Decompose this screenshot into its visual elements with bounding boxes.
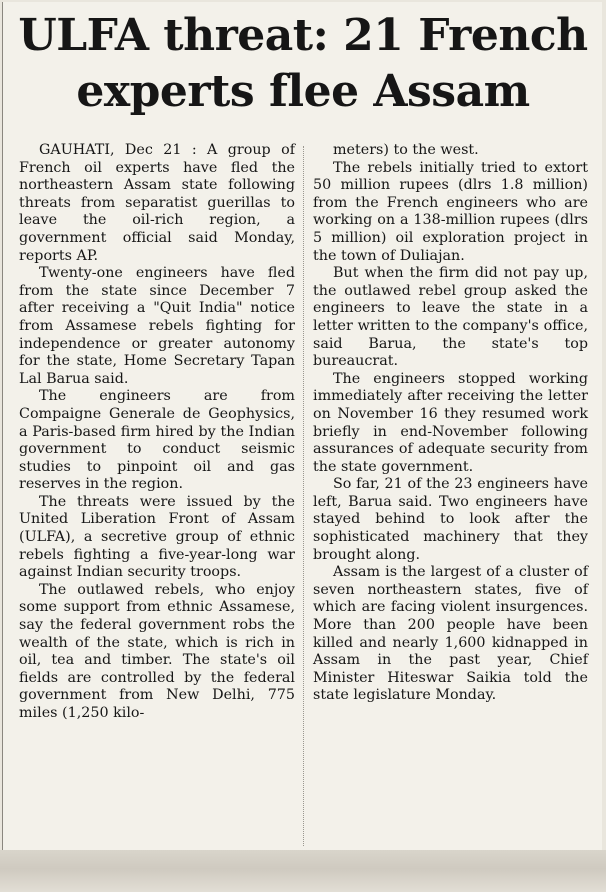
headline-line-1: ULFA threat: 21 French <box>18 10 588 61</box>
headline <box>3 8 603 120</box>
paragraph: The threats were issued by the United Liberation Front of Assam (ULFA), a secretive group of ethnic rebels fighting a five-year-long war against Indian security troops. <box>19 493 295 581</box>
article-column-right <box>313 142 588 848</box>
paragraph: Twenty-one engineers have fled from the state since December 7 after receiving a "Quit India" notice from Assamese rebels fighting for independence or greater autonomy for the state, Home Secretary Tapan Lal Barua said. <box>19 265 295 387</box>
article-column-left <box>19 142 295 848</box>
column-divider <box>303 146 304 846</box>
newspaper-clipping <box>2 2 602 850</box>
headline-line-2: experts flee Assam <box>76 66 530 117</box>
paragraph: So far, 21 of the 23 engineers have left, Barua said. Two engineers have stayed behind to look after the sophisticated machinery that they brought along. <box>313 476 588 563</box>
paragraph: GAUHATI, Dec 21 : A group of French oil experts have fled the northeastern Assam state following threats from separatist guerillas to leave the oil-rich region, a government official said Monday, reports AP. <box>19 142 295 264</box>
paragraph: The outlawed rebels, who enjoy some support from ethnic Assamese, say the federal government robs the wealth of the state, which is rich in oil, tea and timber. The state's oil fields are controlled by the federal government from New Delhi, 775 miles (1,250 kilo- <box>19 581 295 721</box>
paragraph: But when the firm did not pay up, the outlawed rebel group asked the engineers to leave the state in a letter written to the company's office, said Barua, the state's top bureaucrat. <box>313 265 588 370</box>
torn-paper-edge <box>0 850 606 892</box>
paragraph: Assam is the largest of a cluster of seven northeastern states, five of which are facing violent insurgences. More than 200 people have been killed and nearly 1,600 kidnapped in Assam in the past year, Chief Minister Hiteswar Saikia told the state legislature Monday. <box>313 564 588 704</box>
paragraph: The engineers are from Compaigne Generale de Geophysics, a Paris-based firm hired by the Indian government to conduct seismic studies to pinpoint oil and gas reserves in the region. <box>19 388 295 493</box>
paragraph: The engineers stopped working immediately after receiving the letter on November 16 they resumed work briefly in end-November following assurances of adequate security from the state government. <box>313 370 588 475</box>
paragraph: meters) to the west. <box>333 142 479 158</box>
paragraph: The rebels initially tried to extort 50 million rupees (dlrs 1.8 million) from the French engineers who are working on a 138-million rupees (dlrs 5 million) oil exploration project in the town of Duliajan. <box>313 159 588 264</box>
